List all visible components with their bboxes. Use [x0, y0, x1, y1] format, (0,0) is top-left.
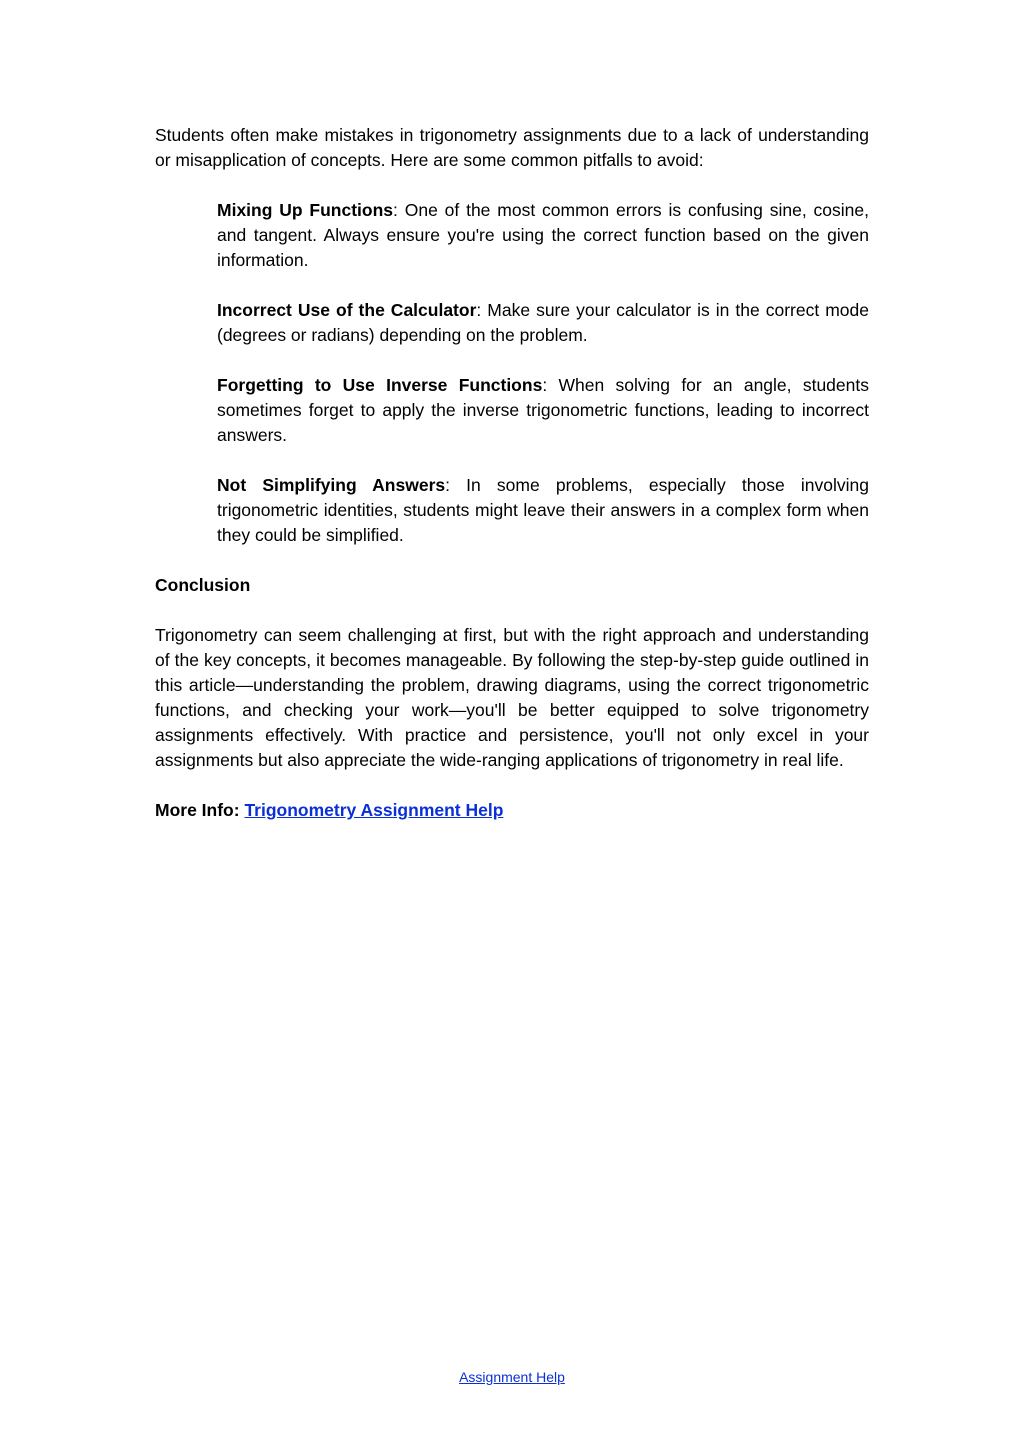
- more-info-label: More Info:: [155, 800, 245, 820]
- page-footer: [0, 1368, 1024, 1386]
- conclusion-heading: Conclusion: [155, 575, 251, 595]
- pitfall-term: Mixing Up Functions: [217, 200, 394, 220]
- pitfall-term: Not Simplifying Answers: [217, 475, 446, 495]
- pitfall-text: : In some problems, especially those involving trigonometric identities, students might leave their answers in a complex form when they could be simplified.: [217, 475, 869, 545]
- pitfall-item: [217, 473, 869, 548]
- trigonometry-assignment-help-link[interactable]: Trigonometry Assignment Help: [244, 800, 504, 820]
- pitfall-text: : Make sure your calculator is in the correct mode (degrees or radians) depending on the problem.: [217, 300, 869, 345]
- pitfalls-list: [155, 198, 869, 548]
- document-body: [155, 123, 869, 823]
- pitfall-text: : One of the most common errors is confusing sine, cosine, and tangent. Always ensure you're using the correct function based on the given information.: [217, 200, 869, 270]
- pitfall-term: Forgetting to Use Inverse Functions: [217, 375, 543, 395]
- pitfall-text: : When solving for an angle, students sometimes forget to apply the inverse trigonometric functions, leading to incorrect answers.: [217, 375, 869, 445]
- footer-assignment-help-link[interactable]: Assignment Help: [459, 1369, 565, 1385]
- conclusion-paragraph: Trigonometry can seem challenging at first, but with the right approach and understanding of the key concepts, it becomes manageable. By following the step-by-step guide outlined in this article—understanding the problem, drawing diagrams, using the correct trigonometric functions, and checking your work—you'll be better equipped to solve trigonometry assignments effectively. With practice and persistence, you'll not only excel in your assignments but also appreciate the wide-ranging applications of trigonometry in real life.: [155, 625, 869, 770]
- pitfall-item: [217, 373, 869, 448]
- pitfall-item: [217, 298, 869, 348]
- more-info-line: [155, 798, 869, 823]
- pitfall-item: [217, 198, 869, 273]
- intro-paragraph: Students often make mistakes in trigonometry assignments due to a lack of understanding or misapplication of concepts. Here are some common pitfalls to avoid:: [155, 125, 869, 170]
- pitfall-term: Incorrect Use of the Calculator: [217, 300, 477, 320]
